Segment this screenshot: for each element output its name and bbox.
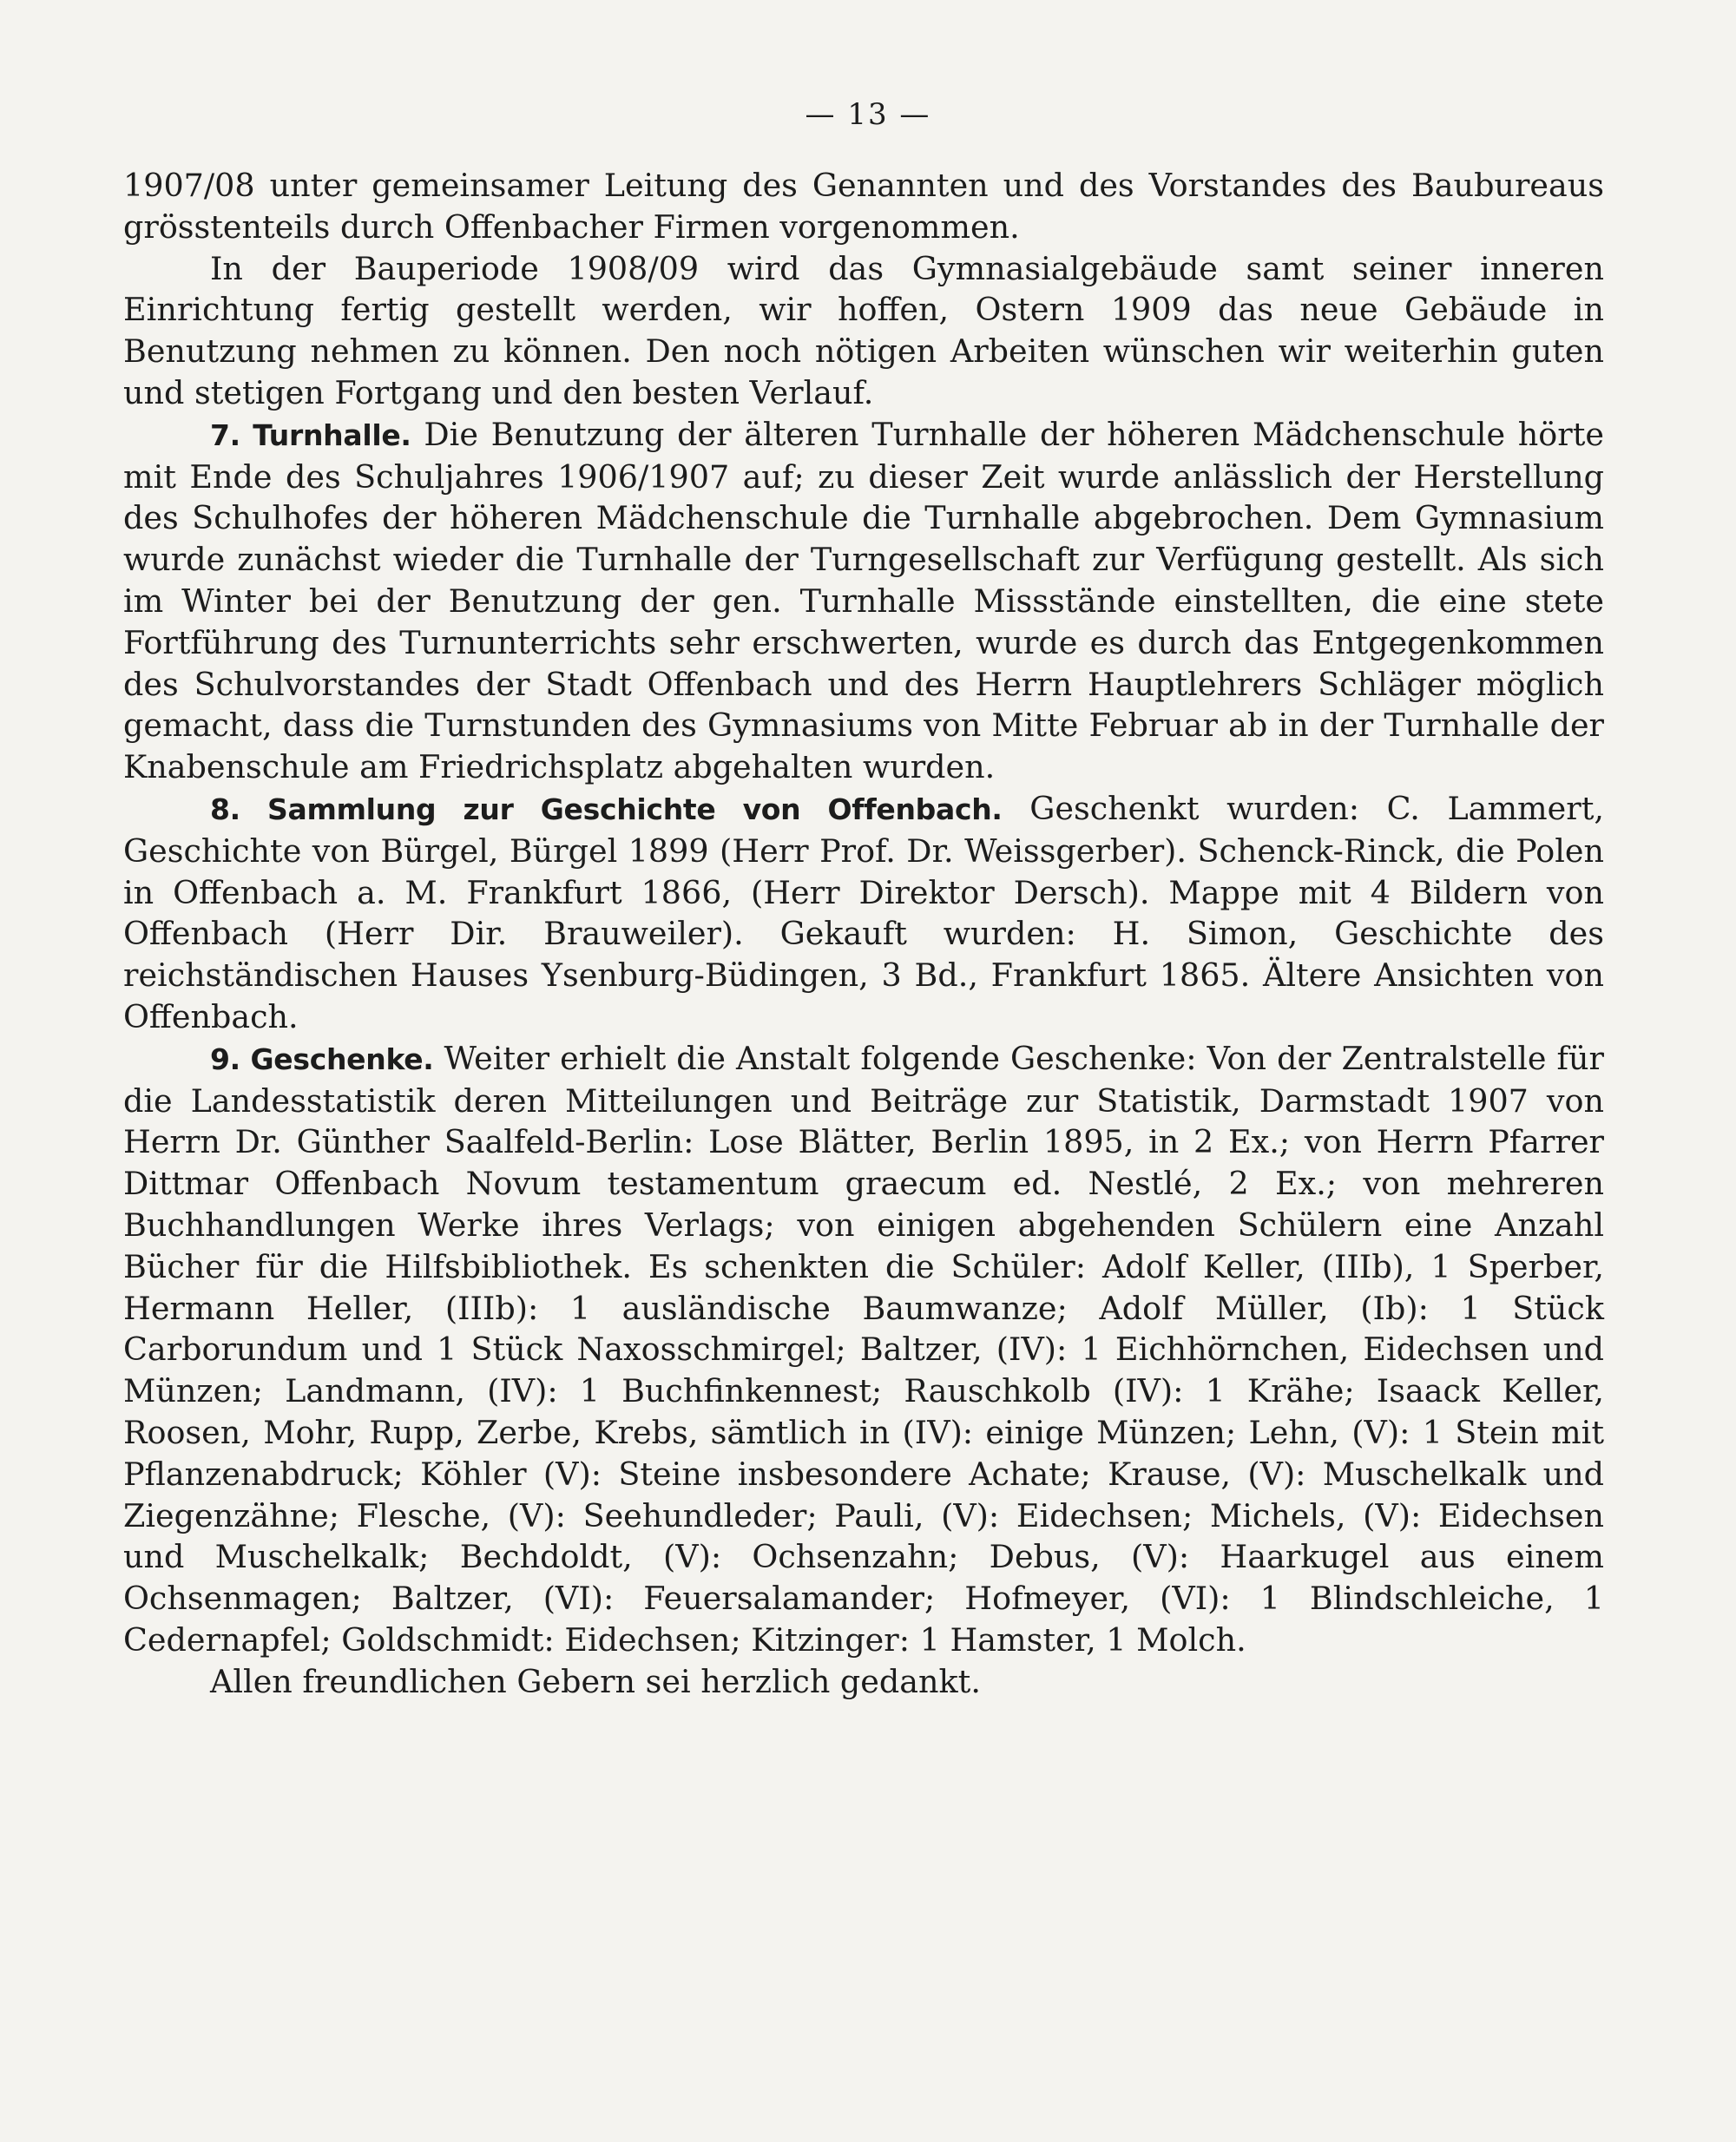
paragraph-dank: Allen freundlichen Gebern sei herzlich gedankt.	[210, 1662, 981, 1700]
paragraph-baubureau: 1907/08 unter gemeinsamer Leitung des Genannten und des Vorstandes des Baubureaus grösstenteils durch Offenbacher Firmen vorgenommen.	[123, 167, 1604, 246]
heading-geschenke: 9. Geschenke.	[210, 1041, 434, 1076]
heading-turnhalle: 7. Turnhalle.	[210, 417, 411, 452]
text-geschenke: Weiter erhielt die Anstalt folgende Geschenke: Von der Zentralstelle für die Landesstatistik deren Mitteilungen und Beiträge zur Statistik, Darmstadt 1907 von Herrn Dr. Günther Saalfeld-Berlin: Lose Blätter, Berlin 1895, in 2 Ex.; von Herrn Pfarrer Dittmar Offenbach Novum testamentum graecum ed. Nestlé, 2 Ex.; von mehreren Buchhandlungen Werke ihres Verlags; von einigen abgehenden Schülern eine Anzahl Bücher für die Hilfsbibliothek. Es schenkten die Schüler: Adolf Keller, (IIIb), 1 Sperber, Hermann Heller, (IIIb): 1 ausländische Baumwanze; Adolf Müller, (Ib): 1 Stück Carborundum und 1 Stück Naxosschmirgel; Baltzer, (IV): 1 Eichhörnchen, Eidechsen und Münzen; Landmann, (IV): 1 Buchfinkennest; Rauschkolb (IV): 1 Krähe; Isaack Keller, Roosen, Mohr, Rupp, Zerbe, Krebs, sämtlich in (IV): einige Münzen; Lehn, (V): 1 Stein mit Pflanzenabdruck; Köhler (V): Steine insbesondere Achate; Krause, (V): Muschelkalk und Ziegenzähne; Flesche, (V): Seehundleder; Pauli, (V): Eidechsen; Michels, (V): Eidechsen und Muschelkalk; Bechdoldt, (V): Ochsenzahn; Debus, (V): Haarkugel aus einem Ochsenmagen; Baltzer, (VI): Feuersalamander; Hofmeyer, (VI): 1 Blindschleiche, 1 Cedernapfel; Goldschmidt: Eidechsen; Kitzinger: 1 Hamster, 1 Molch.	[123, 1039, 1604, 1659]
document-body	[123, 165, 1604, 1702]
paragraph-sammlung	[123, 788, 1604, 1038]
paragraph-turnhalle	[123, 414, 1604, 788]
text-turnhalle: Die Benutzung der älteren Turnhalle der höheren Mädchenschule hörte mit Ende des Schuljahres 1906/1907 auf; zu dieser Zeit wurde anlässlich der Herstellung des Schulhofes der höheren Mädchenschule die Turnhalle abgebrochen. Dem Gymnasium wurde zunächst wieder die Turnhalle der Turngesellschaft zur Verfügung gestellt. Als sich im Winter bei der Benutzung der gen. Turnhalle Missstände einstellten, die eine stete Fortführung des Turnunterrichts sehr erschwerten, wurde es durch das Entgegenkommen des Schulvorstandes der Stadt Offenbach und des Herrn Hauptlehrers Schläger möglich gemacht, dass die Turnstunden des Gymnasiums von Mitte Februar ab in der Turnhalle der Knabenschule am Friedrichsplatz abgehalten wurden.	[123, 415, 1604, 786]
paragraph-bauperiode: In der Bauperiode 1908/09 wird das Gymnasialgebäude samt seiner inneren Einrichtung fertig gestellt werden, wir hoffen, Ostern 1909 das neue Gebäude in Benutzung nehmen zu können. Den noch nötigen Arbeiten wünschen wir weiterhin guten und stetigen Fortgang und den besten Verlauf.	[123, 249, 1604, 411]
text-sammlung: Geschenkt wurden: C. Lammert, Geschichte von Bürgel, Bürgel 1899 (Herr Prof. Dr. Weissgerber). Schenck-Rinck, die Polen in Offenbach a. M. Frankfurt 1866, (Herr Direktor Dersch). Mappe mit 4 Bildern von Offenbach (Herr Dir. Brauweiler). Gekauft wurden: H. Simon, Geschichte des reichständischen Hauses Ysenburg-Büdingen, 3 Bd., Frankfurt 1865. Ältere Ansichten von Offenbach.	[123, 789, 1604, 1035]
paragraph-geschenke	[123, 1038, 1604, 1661]
page-number: — 13 —	[805, 97, 931, 132]
heading-sammlung: 8. Sammlung zur Geschichte von Offenbach.	[210, 792, 1003, 826]
